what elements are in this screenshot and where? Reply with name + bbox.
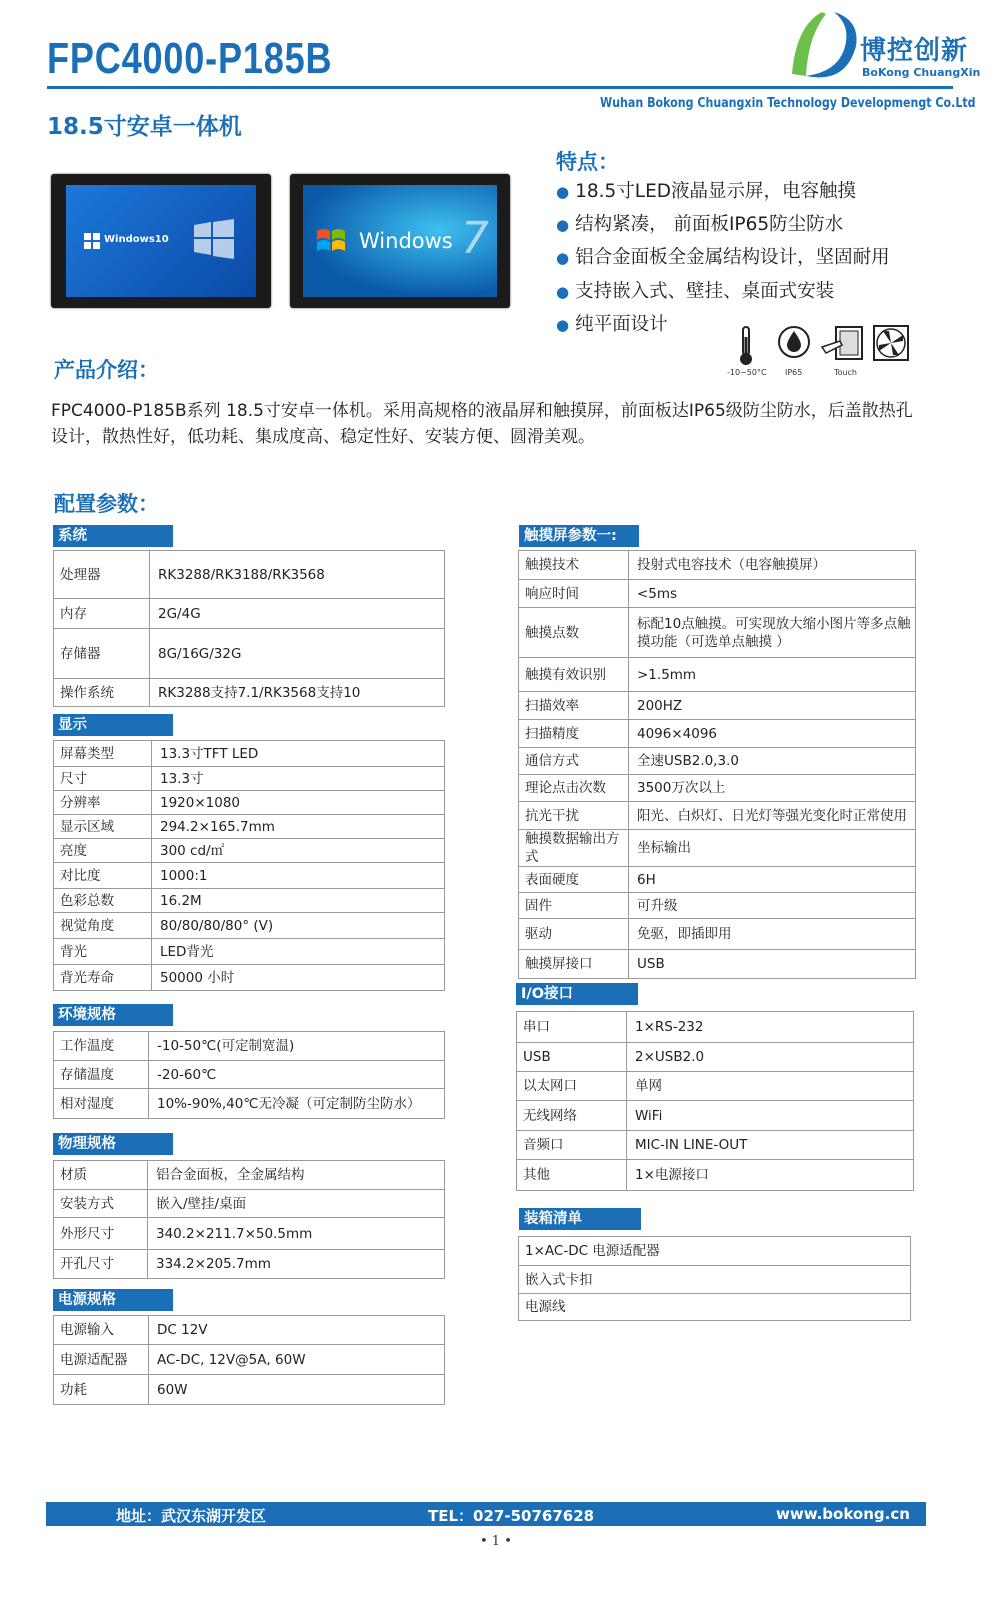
windows-big-logo-icon bbox=[194, 219, 234, 259]
table-row: 材质 铝合金面板，全金属结构 bbox=[54, 1161, 445, 1190]
table-row: 电源线 bbox=[519, 1294, 911, 1321]
header-divider bbox=[47, 86, 953, 89]
touch-icon bbox=[820, 325, 864, 365]
footer-website[interactable]: www.bokong.cn bbox=[776, 1505, 910, 1523]
product-model-title: FPC4000-P185B bbox=[47, 34, 333, 83]
display-spec-table bbox=[53, 740, 445, 991]
footer-bar bbox=[46, 1502, 926, 1526]
table-row: 亮度 300 cd/㎡ bbox=[54, 839, 445, 863]
table-row: 相对湿度 10%-90%,40℃无冷凝（可定制防尘防水） bbox=[54, 1089, 445, 1119]
config-title: 配置参数： bbox=[54, 492, 159, 516]
feature-item: ● 铝合金面板全金属结构设计，坚固耐用 bbox=[556, 247, 890, 268]
section-header-touch: 触摸屏参数一: bbox=[519, 525, 639, 547]
monitor-screen bbox=[303, 185, 497, 297]
company-english-name: Wuhan Bokong Chuangxin Technology Developmengt Co.Ltd bbox=[600, 96, 976, 111]
seven-glyph: 7 bbox=[461, 213, 489, 264]
product-subtitle: 18.5寸安卓一体机 bbox=[47, 114, 242, 140]
table-row: 分辨率 1920×1080 bbox=[54, 791, 445, 815]
table-row: 响应时间 <5ms bbox=[519, 580, 916, 608]
bullet-icon: ● bbox=[556, 249, 570, 267]
monitor-screen bbox=[66, 185, 256, 297]
fan-icon bbox=[873, 325, 909, 361]
table-row: 尺寸 13.3寸 bbox=[54, 767, 445, 791]
table-row: 对比度 1000:1 bbox=[54, 863, 445, 889]
table-row: 以太网口 单网 bbox=[517, 1072, 914, 1101]
bullet-icon: ● bbox=[556, 283, 570, 301]
packing-list-table bbox=[518, 1236, 911, 1321]
table-row: 背光寿命 50000 小时 bbox=[54, 965, 445, 991]
power-spec-table bbox=[53, 1315, 445, 1405]
io-spec-table bbox=[516, 1011, 914, 1191]
feature-item: ● 纯平面设计 bbox=[556, 314, 668, 335]
section-header-io: I/O接口 bbox=[516, 983, 638, 1005]
table-row: 固件 可升级 bbox=[519, 893, 916, 919]
table-row: 理论点击次数 3500万次以上 bbox=[519, 775, 916, 802]
table-row: 触摸数据输出方式 坐标输出 bbox=[519, 830, 916, 867]
table-row: 串口 1×RS-232 bbox=[517, 1012, 914, 1043]
table-row: 表面硬度 6H bbox=[519, 867, 916, 893]
logo-chinese-name: 博控创新 bbox=[860, 36, 969, 66]
section-header-physical: 物理规格 bbox=[53, 1133, 173, 1155]
features-title: 特点： bbox=[556, 150, 619, 174]
section-header-environment: 环境规格 bbox=[53, 1004, 173, 1026]
table-row: 扫描效率 200HZ bbox=[519, 692, 916, 720]
table-row: 电源适配器 AC-DC, 12V@5A, 60W bbox=[54, 1345, 445, 1375]
thermometer-icon bbox=[735, 325, 757, 367]
page-number: • 1 • bbox=[480, 1534, 512, 1549]
intro-title: 产品介绍： bbox=[54, 358, 159, 382]
feature-item: ● 支持嵌入式、壁挂、桌面式安装 bbox=[556, 281, 835, 302]
logo-english-name: BoKong ChuangXin bbox=[862, 66, 981, 79]
table-row: 工作温度 -10-50℃(可定制宽温) bbox=[54, 1032, 445, 1061]
feature-item: ● 18.5寸LED液晶显示屏，电容触摸 bbox=[556, 181, 857, 202]
bullet-icon: ● bbox=[556, 216, 570, 234]
table-row: 扫描精度 4096×4096 bbox=[519, 720, 916, 748]
icon-label: IP65 bbox=[785, 368, 803, 377]
bullet-icon: ● bbox=[556, 316, 570, 334]
table-row: 显示区域 294.2×165.7mm bbox=[54, 815, 445, 839]
table-row: 1×AC-DC 电源适配器 bbox=[519, 1237, 911, 1266]
physical-spec-table bbox=[53, 1160, 445, 1279]
touch-spec-table bbox=[518, 550, 916, 979]
table-row: 无线网络 WiFi bbox=[517, 1101, 914, 1131]
section-header-packing: 装箱清单 bbox=[519, 1208, 641, 1230]
table-row: 开孔尺寸 334.2×205.7mm bbox=[54, 1250, 445, 1279]
system-spec-table bbox=[53, 550, 445, 707]
windows-logo-icon bbox=[84, 233, 100, 249]
product-image-front-win7 bbox=[290, 174, 510, 308]
section-header-system: 系统 bbox=[53, 525, 173, 547]
icon-label: Touch bbox=[834, 368, 857, 377]
environment-spec-table bbox=[53, 1031, 445, 1119]
table-row: 电源输入 DC 12V bbox=[54, 1316, 445, 1345]
table-row: 存储器 8G/16G/32G bbox=[54, 629, 445, 679]
table-row: 音频口 MIC-IN LINE-OUT bbox=[517, 1131, 914, 1160]
table-row: 抗光干扰 阳光、白炽灯、日光灯等强光变化时正常使用 bbox=[519, 802, 916, 830]
footer-address: 地址：武汉东湖开发区 bbox=[116, 1507, 267, 1525]
icon-label: -10~50°C bbox=[727, 368, 767, 377]
waterproof-icon bbox=[777, 325, 811, 365]
bullet-icon: ● bbox=[556, 183, 570, 201]
table-row: 功耗 60W bbox=[54, 1375, 445, 1405]
table-row: 安装方式 嵌入/壁挂/桌面 bbox=[54, 1190, 445, 1218]
table-row: 背光 LED背光 bbox=[54, 939, 445, 965]
screen-os-text: Windows bbox=[359, 229, 453, 253]
table-row: 存储温度 -20-60℃ bbox=[54, 1061, 445, 1089]
table-row: 触摸屏接口 USB bbox=[519, 950, 916, 979]
feature-item: ● 结构紧凑， 前面板IP65防尘防水 bbox=[556, 214, 844, 235]
windows-flag-icon bbox=[317, 227, 345, 255]
table-row: 其他 1×电源接口 bbox=[517, 1160, 914, 1191]
section-header-display: 显示 bbox=[53, 714, 173, 736]
table-row: 视觉角度 80/80/80/80° (V) bbox=[54, 913, 445, 939]
section-header-power: 电源规格 bbox=[53, 1289, 173, 1311]
product-image-front-win10 bbox=[51, 174, 271, 308]
intro-paragraph: FPC4000-P185B系列 18.5寸安卓一体机。采用高规格的液晶屏和触摸屏，前面板达IP65级防尘防水，后盖散热孔设计，散热性好，低功耗、集成度高、稳定性好、安装方便、圆滑美观。 bbox=[51, 401, 913, 447]
table-row: 触摸技术 投射式电容技术（电容触摸屏） bbox=[519, 551, 916, 580]
table-row: 处理器 RK3288/RK3188/RK3568 bbox=[54, 551, 445, 599]
table-row: 嵌入式卡扣 bbox=[519, 1266, 911, 1294]
table-row: 内存 2G/4G bbox=[54, 599, 445, 629]
screen-os-text: Windows10 bbox=[104, 234, 169, 245]
table-row: USB 2×USB2.0 bbox=[517, 1043, 914, 1072]
table-row: 触摸有效识别 >1.5mm bbox=[519, 658, 916, 692]
table-row: 触摸点数 标配10点触摸。可实现放大缩小图片等多点触摸功能（可选单点触摸 ） bbox=[519, 608, 916, 658]
table-row: 通信方式 全速USB2.0,3.0 bbox=[519, 748, 916, 775]
table-row: 操作系统 RK3288支持7.1/RK3568支持10 bbox=[54, 679, 445, 707]
table-row: 色彩总数 16.2M bbox=[54, 889, 445, 913]
table-row: 驱动 免驱，即插即用 bbox=[519, 919, 916, 950]
table-row: 外形尺寸 340.2×211.7×50.5mm bbox=[54, 1218, 445, 1250]
table-row: 屏幕类型 13.3寸TFT LED bbox=[54, 741, 445, 767]
footer-tel: TEL：027-50767628 bbox=[428, 1507, 595, 1525]
